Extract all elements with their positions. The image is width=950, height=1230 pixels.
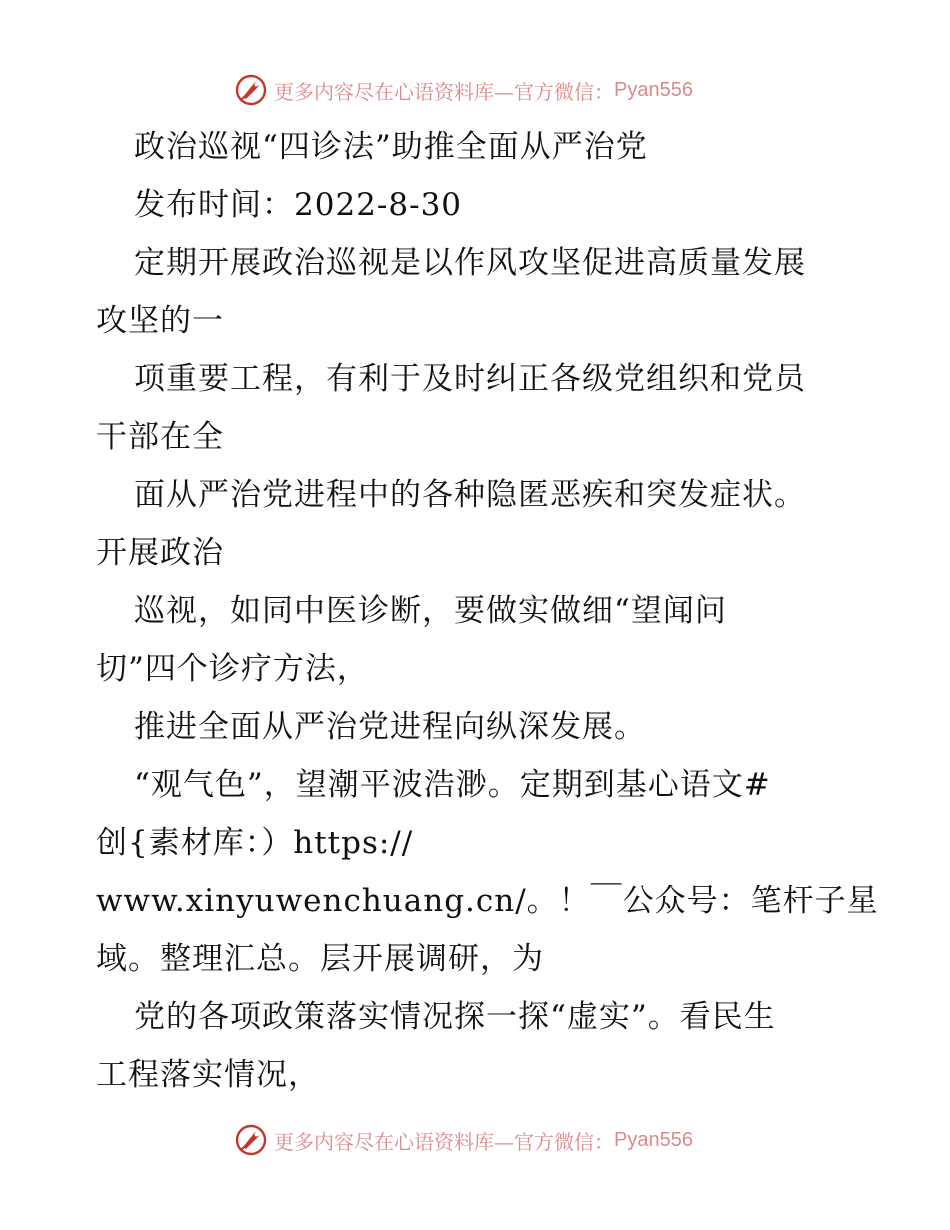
header-banner[interactable] [234, 70, 693, 110]
document-body [96, 118, 879, 1104]
body-line: “观气色”，望潮平波浩渺。定期到基心语文# [134, 767, 771, 803]
article-title: 政治巡视“四诊法”助推全面从严治党 [134, 129, 648, 165]
body-line: 项重要工程，有利于及时纠正各级党组织和党员 [134, 361, 806, 397]
body-line: 干部在全 [96, 419, 224, 455]
pen-nib-logo-icon [234, 1123, 268, 1157]
body-line: 党的各项政策落实情况探一探“虚实”。看民生 [134, 999, 776, 1035]
body-line: www.xinyuwenchuang.cn/。！￣公众号：笔杆子星 [96, 883, 879, 919]
body-line: 攻坚的一 [96, 303, 224, 339]
body-line: 推进全面从严治党进程向纵深发展。 [134, 709, 646, 745]
footer-banner[interactable] [234, 1120, 693, 1160]
body-line: 工程落实情况， [96, 1057, 320, 1093]
footer-banner-wechat: Pyan556 [614, 1128, 693, 1151]
body-line: 切”四个诊疗方法， [96, 651, 369, 687]
body-line: 域。整理汇总。层开展调研，为 [96, 941, 544, 977]
header-banner-wechat: Pyan556 [614, 78, 693, 101]
publish-date: 发布时间：2022-8-30 [134, 187, 463, 223]
body-line: 面从严治党进程中的各种隐匿恶疾和突发症状。 [134, 477, 806, 513]
body-line: 创{素材库：）https:// [96, 825, 414, 861]
body-line: 巡视，如同中医诊断，要做实做细“望闻问 [134, 593, 727, 629]
body-line: 开展政治 [96, 535, 224, 571]
footer-banner-text: 更多内容尽在心语资料库—官方微信： [274, 1129, 614, 1154]
pen-nib-logo-icon [234, 73, 268, 107]
body-line: 定期开展政治巡视是以作风攻坚促进高质量发展 [134, 245, 806, 281]
header-banner-text: 更多内容尽在心语资料库—官方微信： [274, 79, 614, 104]
